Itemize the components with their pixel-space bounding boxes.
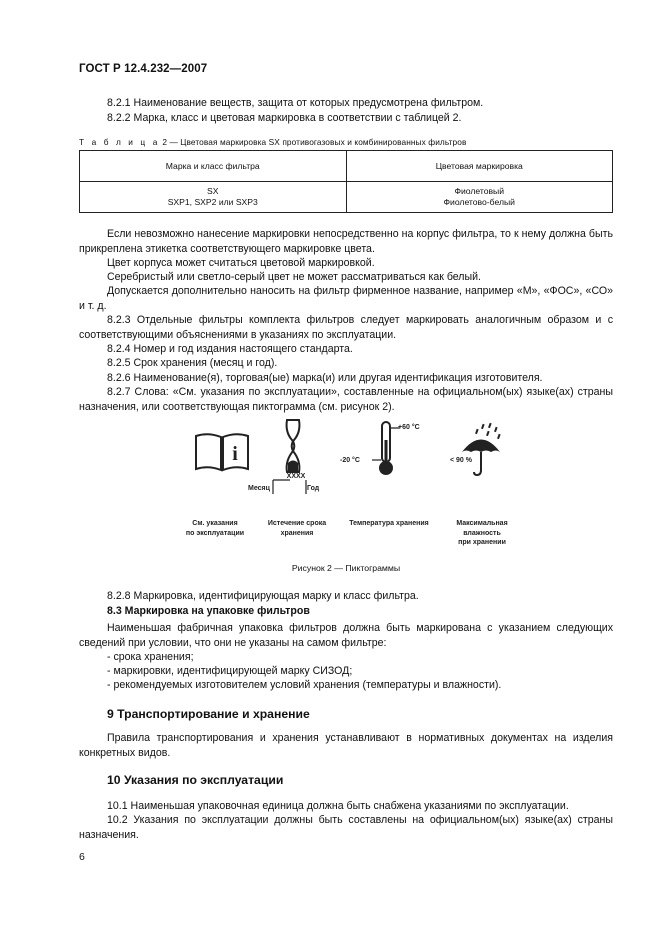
umbrella-rain-icon [458, 422, 504, 478]
month-label: Месяц [248, 485, 270, 492]
section-heading-8-3: 8.3 Маркировка на упаковке фильтров [107, 605, 310, 617]
paragraph-8-2-4: 8.2.4 Номер и год издания настоящего стандарта. [107, 343, 353, 355]
paragraph-brand-name: Допускается дополнительно наносить на фильтр фирменное название, например «М», «ФОС», «СО» и т. д. [79, 285, 613, 312]
paragraph-8-3: Наименьшая фабричная упаковка фильтров должна быть маркирована с указанием следующих сведений при условии, что они не указаны на самом фильтре: [79, 622, 613, 649]
table-row [80, 182, 613, 213]
paragraph-10-1: 10.1 Наименьшая упаковочная единица должна быть снабжена указаниями по эксплуатации. [107, 800, 569, 812]
paragraph-10-2: 10.2 Указания по эксплуатации должны быть составлены на официальном(ых) языке(ах) страны назначения. [79, 814, 613, 841]
table-cell [346, 182, 613, 213]
cell-line: Фиолетовый [454, 185, 505, 196]
manual-glyph: i [232, 443, 238, 465]
paragraph-body-color: Цвет корпуса может считаться цветовой маркировкой. [107, 257, 375, 269]
paragraph-8-2-5: 8.2.5 Срок хранения (месяц и год). [107, 357, 278, 369]
paragraph-9: Правила транспортирования и хранения устанавливают в нормативных документах на изделия конкретных видов. [79, 732, 613, 759]
humidity-label: < 90 % [450, 457, 472, 464]
list-item: - срока хранения; [107, 651, 194, 663]
paragraph-8-2-2: 8.2.2 Марка, класс и цветовая маркировка в соответствии с таблицей 2. [107, 112, 462, 124]
cell-line: SX [207, 185, 219, 196]
paragraph-8-2-1: 8.2.1 Наименование веществ, защита от которых предусмотрена фильтром. [107, 97, 484, 109]
page-number: 6 [79, 851, 85, 863]
table-header-cell: Цветовая маркировка [346, 151, 613, 182]
manual-book-icon [193, 432, 251, 472]
picto-label-expiry: Истечение срока хранения [267, 520, 327, 537]
paragraph-silver: Серебристый или светло-серый цвет не может рассматриваться как белый. [107, 271, 481, 283]
table-caption-prefix: Т а б л и ц а [79, 137, 160, 147]
section-heading-10: 10 Указания по эксплуатации [107, 773, 284, 787]
table-cell [80, 182, 347, 213]
picto-label-temperature: Температура хранения [349, 520, 429, 527]
paragraph-8-2-8: 8.2.8 Маркировка, идентифицирующая марку и класс фильтра. [107, 590, 419, 602]
cell-line: Фиолетово-белый [443, 197, 515, 207]
table-caption [79, 137, 467, 147]
table-header-row [80, 151, 613, 182]
year-label: Год [307, 485, 320, 492]
document-header: ГОСТ Р 12.4.232—2007 [79, 63, 208, 75]
table-caption-text: 2 — Цветовая маркировка SX противогазовых и комбинированных фильтров [162, 137, 467, 147]
paragraph-8-2-7: 8.2.7 Слова: «См. указания по эксплуатации», составленные на официальном(ых) языке(ах) страны назначения, или соответствующая пиктограмма (см. рисунок 2). [79, 386, 613, 413]
paragraph-8-2-6: 8.2.6 Наименование(я), торговая(ые) марка(и) или другая идентификация изготовителя. [107, 372, 543, 384]
list-item: - рекомендуемых изготовителем условий хранения (температуры и влажности). [107, 679, 502, 691]
cell-line: SXP1, SXP2 или SXP3 [167, 197, 258, 207]
section-heading-9: 9 Транспортирование и хранение [107, 707, 310, 721]
paragraph-8-2-3: 8.2.3 Отдельные фильтры комплекта фильтров следует маркировать аналогичным образом и с соответствующими объяснениями в указаниях по эксплуатации. [79, 314, 613, 341]
paragraph-label-note: Если невозможно нанесение маркировки непосредственно на корпус фильтра, то к нему должна быть прикреплена этикетка соответствующего маркировке цвета. [79, 228, 613, 255]
list-item: - маркировки, идентифицирующей марку СИЗОД; [107, 665, 353, 677]
color-marking-table [79, 150, 613, 213]
picto-label-manual: См. указания по эксплуатации [185, 520, 245, 537]
hourglass-code: XXXX [286, 473, 306, 480]
temp-high-label: +60 °С [398, 424, 420, 431]
picto-label-humidity: Максимальная влажность при хранении [456, 520, 508, 546]
temp-low-label: -20 °С [340, 457, 360, 464]
table-header-cell: Марка и класс фильтра [80, 151, 347, 182]
figure-caption: Рисунок 2 — Пиктограммы [291, 563, 401, 573]
